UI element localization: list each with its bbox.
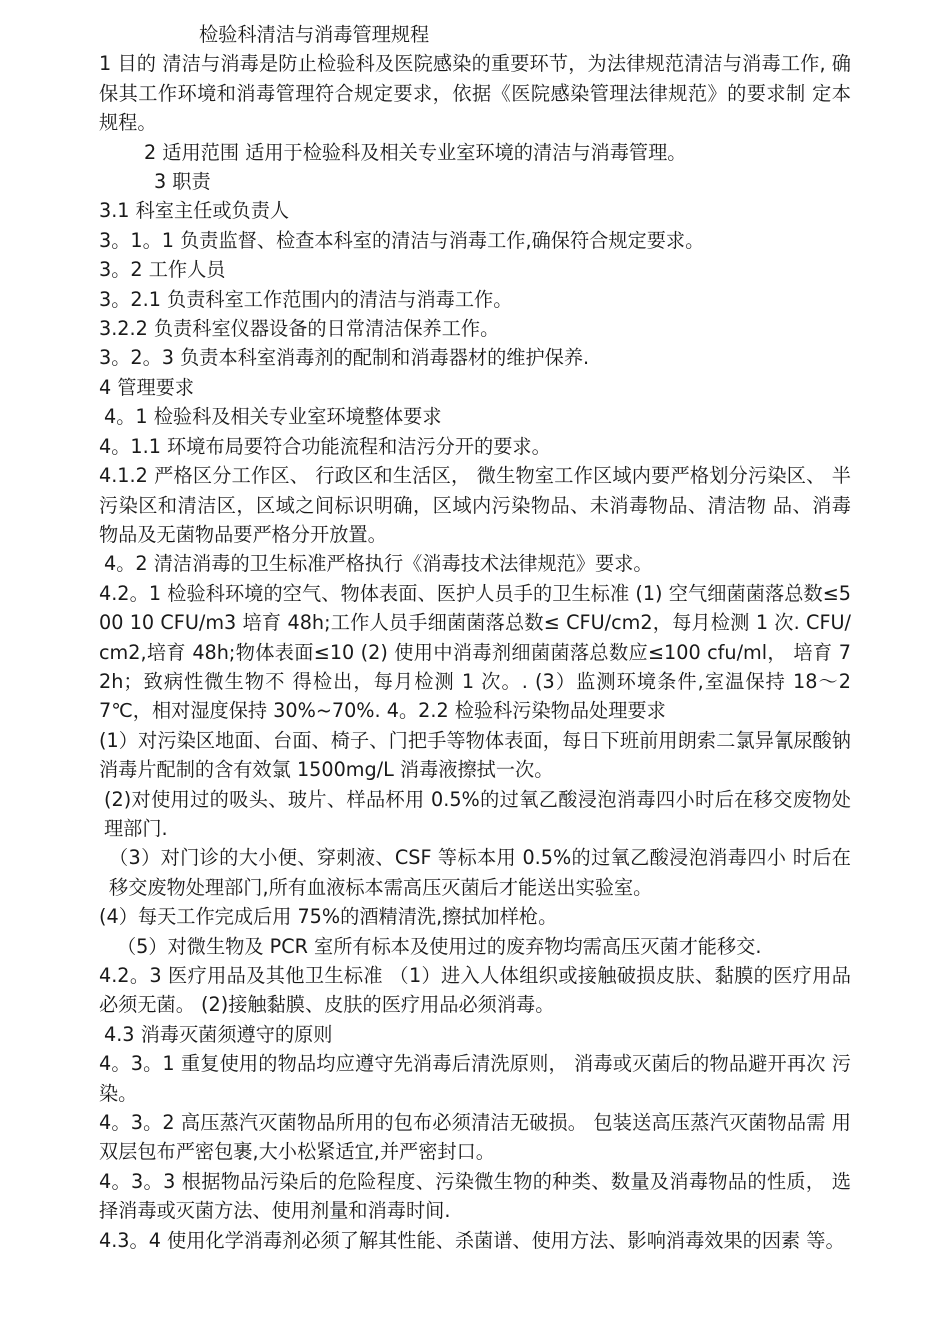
paragraph-4-3-1: 4。3。1 重复使用的物品均应遵守先消毒后清洗原则， 消毒或灭菌后的物品避开再次 污染。 [99,1052,851,1105]
heading-responsibilities: 3 职责 [154,170,211,194]
paragraph-4-2-2-item-3: （3）对门诊的大小便、穿刺液、CSF 等标本用 0.5%的过氧乙酸浸泡消毒四小 时后在移交废物处理部门,所有血液标本需高压灭菌后才能送出实验室。 [109,846,851,899]
paragraph-4-2-1: 4.2。1 检验科环境的空气、物体表面、医护人员手的卫生标准 (1) 空气细菌菌落总数≤500 10 CFU/m3 培育 48h;工作人员手细菌菌落总数≤ CFU/cm2，每月检测 1 次. CFU/cm2,培育 48h;物体表面≤10 (2) 使用中消毒剂细菌菌落总数应≤100 cfu/ml， 培育 72h；致病性微生物不 得检出，每月检测 1 次。. (3）监测环境条件,室温保持 18～27℃，相对湿度保持 30%~70%. 4。2.2 检验科污染物品处理要求 [99,581,851,723]
document-body [99,20,851,1255]
paragraph-scope: 2 适用范围 适用于检验科及相关专业室环境的清洁与消毒管理。 [144,140,687,164]
paragraph-4-1-2: 4.1.2 严格区分工作区、 行政区和生活区， 微生物室工作区域内要严格划分污染区、 半污染区和清洁区，区域之间标识明确，区域内污染物品、未消毒物品、清洁物 品、消毒物品及无菌物品要严格分开放置。 [99,464,851,546]
paragraph-3-2-2: 3.2.2 负责科室仪器设备的日常清洁保养工作。 [99,317,500,341]
heading-4-1: 4。1 检验科及相关专业室环境整体要求 [104,405,442,429]
paragraph-4-3-2: 4。3。2 高压蒸汽灭菌物品所用的包布必须清洁无破损。 包装送高压蒸汽灭菌物品需 用双层包布严密包裹,大小松紧适宜,并严密封口。 [99,1111,851,1164]
paragraph-3-2-3: 3。2。3 负责本科室消毒剂的配制和消毒器材的维护保养. [99,346,590,370]
document-title: 检验科清洁与消毒管理规程 [199,23,430,46]
paragraph-4-2-2-item-1: (1）对污染区地面、台面、椅子、门把手等物体表面，每日下班前用朗索二氯异氰尿酸钠消毒片配制的含有效氯 1500mg/L 消毒液擦拭一次。 [99,728,851,782]
heading-3-1: 3.1 科室主任或负责人 [99,199,290,223]
paragraph-4-1-1: 4。1.1 环境布局要符合功能流程和洁污分开的要求。 [99,434,551,458]
paragraph-4-2-2-item-4: (4）每天工作完成后用 75%的酒精清洗,擦拭加样枪。 [99,905,558,929]
heading-3-2: 3。2 工作人员 [99,258,226,282]
paragraph-4-2-3: 4.2。3 医疗用品及其他卫生标准 （1）进入人体组织或接触破损皮肤、黏膜的医疗用品必须无菌。 (2)接触黏膜、皮肤的医疗用品必须消毒。 [99,964,851,1017]
paragraph-4-2-2-item-2: (2)对使用过的吸头、玻片、样品杯用 0.5%的过氧乙酸浸泡消毒四小时后在移交废物处理部门. [104,787,851,840]
paragraph-purpose: 1 目的 清洁与消毒是防止检验科及医院感染的重要环节，为法律规范清洁与消毒工作, 确保其工作环境和消毒管理符合规定要求，依据《医院感染管理法律规范》的要求制 定本规程。 [99,52,851,135]
paragraph-3-1-1: 3。1。1 负责监督、检查本科室的清洁与消毒工作,确保符合规定要求。 [99,228,705,252]
paragraph-3-2-1: 3。2.1 负责科室工作范围内的清洁与消毒工作。 [99,287,513,311]
paragraph-4-2-2-item-5: （5）对微生物及 PCR 室所有标本及使用过的废弃物均需高压灭菌才能移交. [117,934,762,958]
heading-management: 4 管理要求 [99,375,195,399]
heading-4-2: 4。2 清洁消毒的卫生标准严格执行《消毒技术法律规范》要求。 [104,552,653,576]
paragraph-4-3-4: 4.3。4 使用化学消毒剂必须了解其性能、杀菌谱、使用方法、影响消毒效果的因素 等。 [99,1228,845,1252]
heading-4-3: 4.3 消毒灭菌须遵守的原则 [104,1022,333,1046]
paragraph-4-3-3: 4。3。3 根据物品污染后的危险程度、污染微生物的种类、数量及消毒物品的性质， 选择消毒或灭菌方法、使用剂量和消毒时间. [99,1169,851,1223]
